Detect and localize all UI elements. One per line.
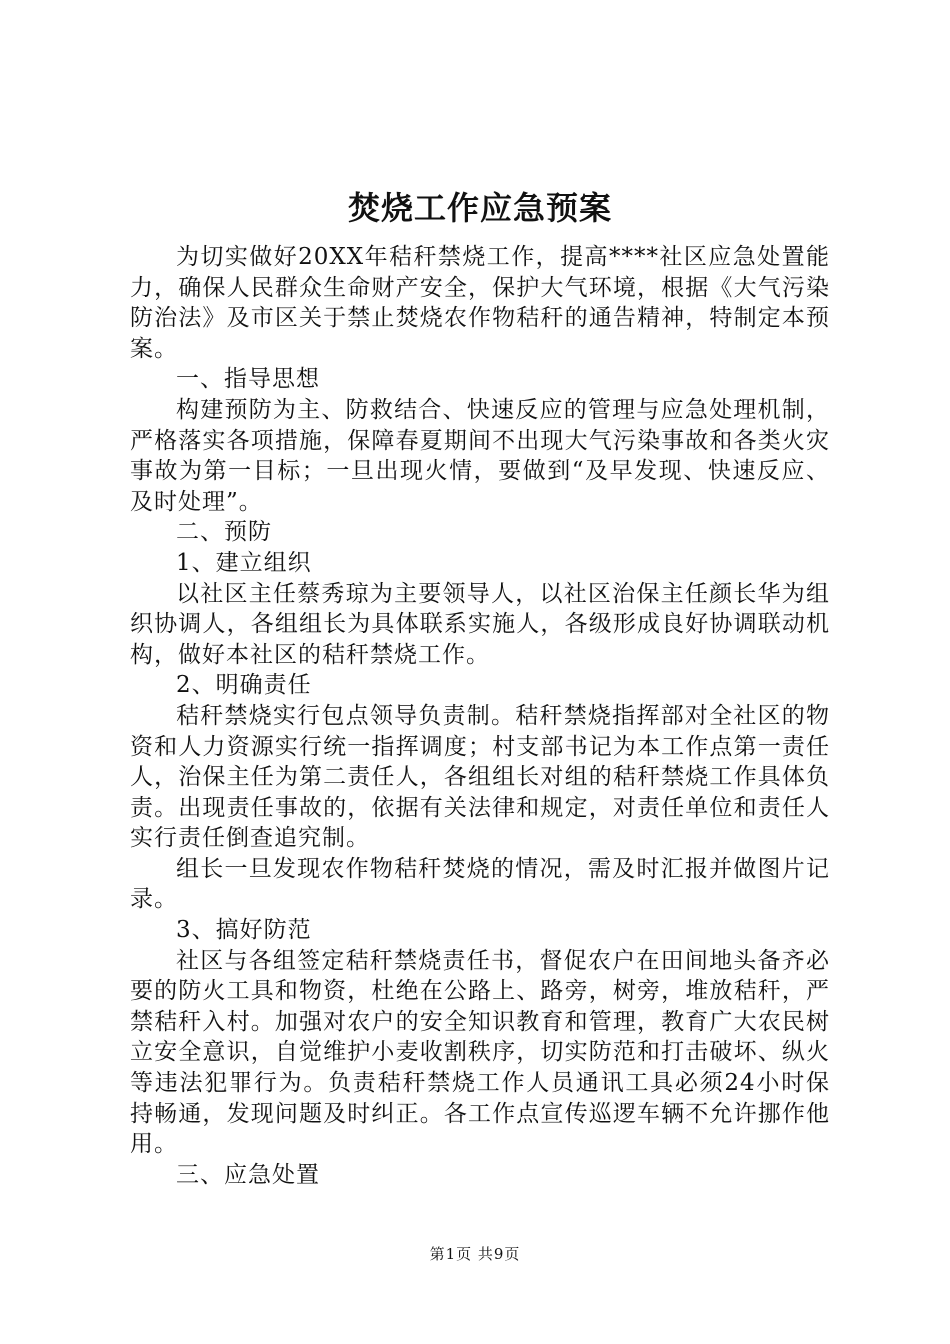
intro-paragraph: 为切实做好20XX年秸秆禁烧工作，提高****社区应急处置能力，确保人民群众生命财产安全，保护大气环境，根据《大气污染防治法》及市区关于禁止焚烧农作物秸秆的通告精神，特制定本预案。 — [130, 244, 830, 362]
section-heading-prevention: 二、预防 — [176, 519, 272, 546]
document-body — [130, 242, 830, 1190]
organization-paragraph: 以社区主任蔡秀琼为主要领导人，以社区治保主任颜长华为组织协调人，各组组长为具体联系实施人，各级形成良好协调联动机构，做好本社区的秸秆禁烧工作。 — [130, 580, 830, 668]
document-title: 焚烧工作应急预案 — [347, 189, 612, 227]
subheading-establish-organization: 1、建立组织 — [176, 549, 312, 576]
guiding-ideology-paragraph: 构建预防为主、防救结合、快速反应的管理与应急处理机制，严格落实各项措施，保障春夏期间不出现大气污染事故和各类火灾事故为第一目标；一旦出现火情，要做到“及早发现、快速反应、及时处理”。 — [130, 396, 830, 515]
subheading-clarify-responsibility: 2、明确责任 — [176, 672, 312, 699]
section-heading-emergency-response: 三、应急处置 — [176, 1161, 320, 1188]
responsibility-paragraph: 秸秆禁烧实行包点领导负责制。秸秆禁烧指挥部对全社区的物资和人力资源实行统一指挥调度；村支部书记为本工作点第一责任人，治保主任为第二责任人，各组组长对组的秸秆禁烧工作具体负责。出现责任事故的，依据有关法律和规定，对责任单位和责任人实行责任倒查追究制。 — [130, 702, 830, 852]
document-page — [130, 180, 830, 1190]
page-footer: 第1页 共9页 — [429, 1245, 521, 1263]
subheading-prevention-measures: 3、搞好防范 — [176, 917, 312, 944]
prevention-measures-paragraph: 社区与各组签定秸秆禁烧责任书，督促农户在田间地头备齐必要的防火工具和物资，杜绝在公路上、路旁，树旁，堆放秸秆，严禁秸秆入村。加强对农户的安全知识教育和管理，教育广大农民树立安全意识，自觉维护小麦收割秩序，切实防范和打击破坏、纵火等违法犯罪行为。负责秸秆禁烧工作人员通讯工具必须24小时保持畅通，发现问题及时纠正。各工作点宣传巡逻车辆不允许挪作他用。 — [130, 947, 830, 1158]
section-heading-guiding-ideology: 一、指导思想 — [176, 366, 320, 393]
reporting-paragraph: 组长一旦发现农作物秸秆焚烧的情况，需及时汇报并做图片记录。 — [130, 855, 830, 913]
